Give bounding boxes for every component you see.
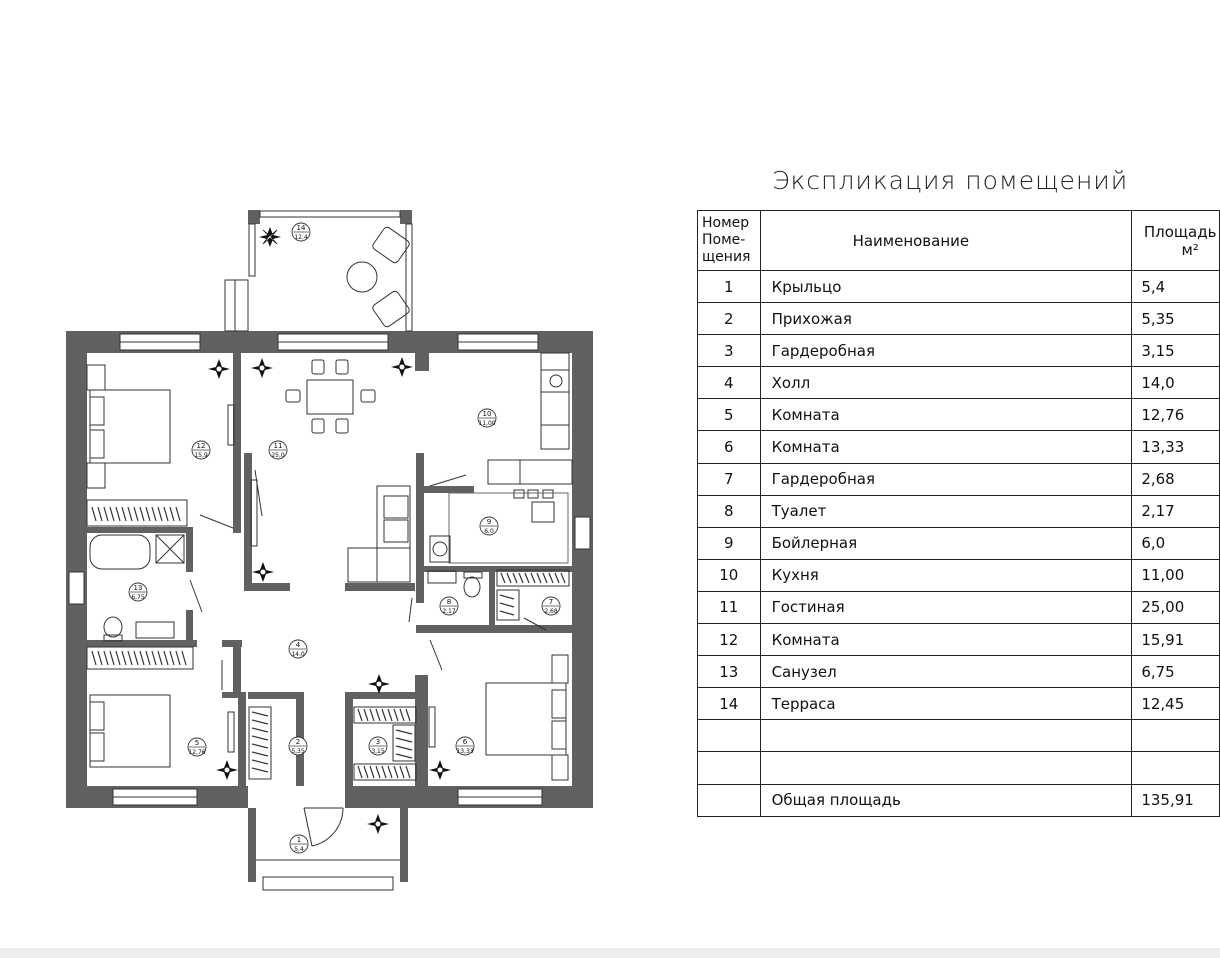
room-tag-number: 4 bbox=[295, 641, 301, 649]
row-number: 2 bbox=[698, 303, 761, 335]
header-number-line1: Номер bbox=[702, 215, 750, 231]
row-area: 6,0 bbox=[1132, 527, 1220, 559]
header-area-line1: Площадь bbox=[1143, 222, 1217, 241]
room-tag-area: 2,68 bbox=[544, 608, 558, 615]
row-area: 15,91 bbox=[1132, 624, 1220, 656]
row-name: Комната bbox=[760, 431, 1132, 463]
room-tag-area: 14,0 bbox=[291, 651, 305, 658]
table-row bbox=[698, 495, 1220, 527]
room-tag-6 bbox=[456, 737, 474, 755]
room-tag-number: 13 bbox=[133, 584, 143, 592]
room-tag-2 bbox=[289, 737, 307, 755]
room-tag-area: 5,35 bbox=[291, 748, 305, 755]
table-row bbox=[698, 335, 1220, 367]
header-name: Наименование bbox=[760, 211, 1132, 271]
row-area: 13,33 bbox=[1132, 431, 1220, 463]
room-tag-number: 10 bbox=[482, 410, 492, 418]
room-tag-number: 3 bbox=[375, 738, 381, 746]
table-row bbox=[698, 303, 1220, 335]
row-number: 9 bbox=[698, 527, 761, 559]
row-name: Комната bbox=[760, 399, 1132, 431]
table-row bbox=[698, 271, 1220, 303]
header-number bbox=[698, 211, 761, 271]
header-number-line3: щения bbox=[702, 249, 751, 265]
table-row bbox=[698, 399, 1220, 431]
row-area: 25,00 bbox=[1132, 591, 1220, 623]
room-tag-number: 6 bbox=[462, 738, 468, 746]
room-tag-area: 11,00 bbox=[478, 420, 496, 427]
room-tag-area: 6,0 bbox=[484, 528, 494, 535]
row-name: Холл bbox=[760, 367, 1132, 399]
footer-bar bbox=[0, 948, 1220, 958]
room-tag-7 bbox=[542, 597, 560, 615]
table-row bbox=[698, 591, 1220, 623]
row-area: 14,0 bbox=[1132, 367, 1220, 399]
room-tag-number: 12 bbox=[196, 442, 206, 450]
row-number: 13 bbox=[698, 656, 761, 688]
row-name: Санузел bbox=[760, 656, 1132, 688]
row-area: 5,35 bbox=[1132, 303, 1220, 335]
room-tag-10 bbox=[478, 409, 496, 427]
row-number: 10 bbox=[698, 559, 761, 591]
row-area: 6,75 bbox=[1132, 656, 1220, 688]
table-row bbox=[698, 656, 1220, 688]
table-row bbox=[698, 559, 1220, 591]
row-number: 12 bbox=[698, 624, 761, 656]
room-tag-13 bbox=[129, 583, 147, 601]
row-number: 14 bbox=[698, 688, 761, 720]
room-tag-9 bbox=[480, 517, 498, 535]
row-name: Гардеробная bbox=[760, 335, 1132, 367]
row-number: 4 bbox=[698, 367, 761, 399]
walls bbox=[66, 210, 593, 882]
table-title: Экспликация помещений bbox=[772, 166, 1129, 195]
room-tag-8 bbox=[440, 597, 458, 615]
room-tag-number: 11 bbox=[273, 442, 283, 450]
row-name: Терраса bbox=[760, 688, 1132, 720]
room-tag-number: 2 bbox=[295, 738, 301, 746]
explication-table bbox=[697, 210, 1220, 817]
room-tag-number: 7 bbox=[548, 598, 554, 606]
header-area-line2: м² bbox=[1181, 240, 1199, 259]
row-name: Гостиная bbox=[760, 591, 1132, 623]
total-value: 135,91 bbox=[1132, 784, 1220, 816]
row-number: 3 bbox=[698, 335, 761, 367]
row-number: 5 bbox=[698, 399, 761, 431]
table-row bbox=[698, 624, 1220, 656]
room-tag-5 bbox=[188, 738, 206, 756]
table-row-empty bbox=[698, 752, 1220, 784]
room-tag-area: 3,15 bbox=[371, 748, 385, 755]
room-tags bbox=[129, 223, 560, 853]
row-number: 11 bbox=[698, 591, 761, 623]
room-tag-area: 5,4 bbox=[294, 846, 304, 853]
row-area: 2,68 bbox=[1132, 463, 1220, 495]
furniture bbox=[87, 226, 572, 780]
room-tag-4 bbox=[289, 640, 307, 658]
row-name: Прихожая bbox=[760, 303, 1132, 335]
row-number: 6 bbox=[698, 431, 761, 463]
room-tag-14 bbox=[292, 223, 310, 241]
table-row bbox=[698, 463, 1220, 495]
row-name: Кухня bbox=[760, 559, 1132, 591]
header-area bbox=[1132, 211, 1220, 271]
room-tag-number: 1 bbox=[296, 836, 302, 844]
row-number: 1 bbox=[698, 271, 761, 303]
row-number: 7 bbox=[698, 463, 761, 495]
row-area: 11,00 bbox=[1132, 559, 1220, 591]
room-tag-number: 9 bbox=[486, 518, 492, 526]
header-number-line2: Поме- bbox=[702, 232, 746, 248]
table-row bbox=[698, 367, 1220, 399]
room-tag-area: 12,4 bbox=[294, 234, 308, 241]
table-row-empty bbox=[698, 720, 1220, 752]
row-name: Комната bbox=[760, 624, 1132, 656]
row-name: Бойлерная bbox=[760, 527, 1132, 559]
table-row bbox=[698, 527, 1220, 559]
total-label: Общая площадь bbox=[760, 784, 1132, 816]
table-header-row bbox=[698, 211, 1220, 271]
table-total-row bbox=[698, 784, 1220, 816]
row-area: 2,17 bbox=[1132, 495, 1220, 527]
room-tag-number: 8 bbox=[446, 598, 452, 606]
room-tag-area: 15,9 bbox=[194, 452, 208, 459]
room-tag-11 bbox=[269, 441, 287, 459]
room-tag-area: 12,76 bbox=[188, 749, 206, 756]
row-name: Туалет bbox=[760, 495, 1132, 527]
room-tag-area: 6,75 bbox=[131, 594, 145, 601]
room-tag-area: 25,0 bbox=[271, 452, 285, 459]
room-tag-12 bbox=[192, 441, 210, 459]
row-name: Крыльцо bbox=[760, 271, 1132, 303]
row-area: 3,15 bbox=[1132, 335, 1220, 367]
room-tag-number: 14 bbox=[296, 224, 306, 232]
room-tag-number: 5 bbox=[194, 739, 200, 747]
row-number: 8 bbox=[698, 495, 761, 527]
room-tag-3 bbox=[369, 737, 387, 755]
row-name: Гардеробная bbox=[760, 463, 1132, 495]
room-tag-area: 13,33 bbox=[456, 748, 474, 755]
table-row bbox=[698, 688, 1220, 720]
row-area: 5,4 bbox=[1132, 271, 1220, 303]
table-row bbox=[698, 431, 1220, 463]
row-area: 12,76 bbox=[1132, 399, 1220, 431]
room-tag-1 bbox=[290, 835, 308, 853]
room-tag-area: 2,17 bbox=[442, 608, 456, 615]
row-area: 12,45 bbox=[1132, 688, 1220, 720]
